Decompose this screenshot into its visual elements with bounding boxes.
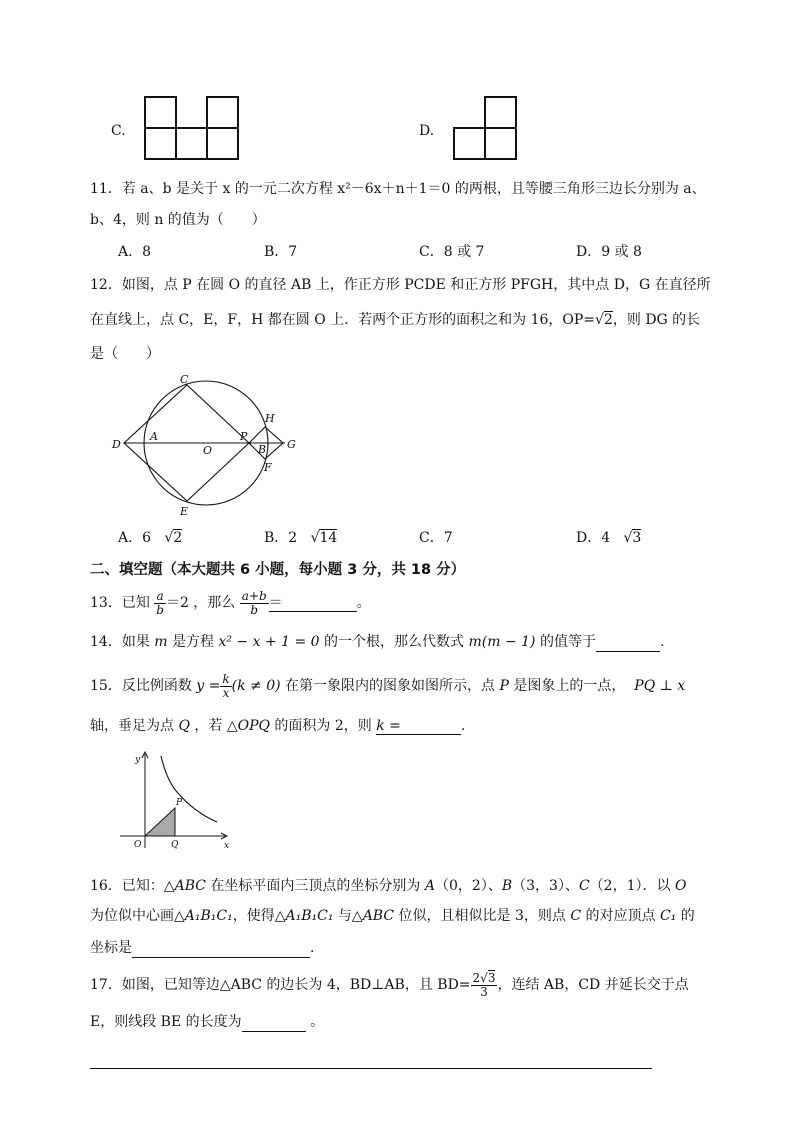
q12-line2 xyxy=(90,310,700,330)
q16-a: A xyxy=(424,878,435,894)
option-c-figure xyxy=(144,96,240,162)
q17-line1b: ，连结 AB，CD 并延长交于点 xyxy=(497,977,689,993)
q14-end: 的值等于 xyxy=(535,634,596,650)
frac-num: a xyxy=(154,590,166,604)
label-b: B xyxy=(258,443,267,456)
q11-option-d: D．9 或 8 xyxy=(576,244,642,260)
graph-label-p: P xyxy=(176,798,183,808)
q15-mid2: 是图象上的一点， xyxy=(508,678,626,694)
label-p: P xyxy=(240,430,248,443)
q13 xyxy=(90,588,371,618)
q12-option-d-radicand: 3 xyxy=(632,530,642,546)
q16-c-2: C xyxy=(570,908,582,924)
q16-line2c: 与△ xyxy=(333,908,363,924)
q15-y: y = xyxy=(196,678,221,694)
q14-m: m xyxy=(154,634,168,650)
section-heading: 二、填空题（本大题共 6 小题，每小题 3 分，共 18 分） xyxy=(90,562,466,578)
q13-fraction-a-b xyxy=(154,590,166,617)
q13-end: 。 xyxy=(356,595,371,611)
q15-line2a: 轴，垂足为点 xyxy=(90,718,179,734)
q16-cb: （3，3）、 xyxy=(512,878,579,894)
label-a: A xyxy=(150,430,158,443)
frac-num-radicand: 3 xyxy=(487,970,496,985)
sqrt-sign: √ xyxy=(310,530,320,546)
q11-option-c: C．8 或 7 xyxy=(419,244,485,260)
q14-expression: m(m − 1) xyxy=(468,634,536,650)
sqrt-sign: √ xyxy=(480,970,488,985)
q15-line1 xyxy=(90,670,685,702)
q16-line2f: 的 xyxy=(676,908,695,924)
q12-line2-text-b: ，则 DG 的长 xyxy=(612,312,701,328)
label-c: C xyxy=(180,373,189,386)
footer-rule xyxy=(90,1068,652,1069)
q16-line2e: 的对应顶点 xyxy=(581,908,660,924)
q11-line1: 11．若 a、b 是关于 x 的一元二次方程 x²－6x＋n＋1＝0 的两根，且等腰三角形三边长分别为 a、 xyxy=(90,181,706,197)
q15-q: Q xyxy=(178,718,190,734)
frac-num: a+b xyxy=(241,588,267,603)
q16-answer-blank[interactable] xyxy=(132,942,310,958)
q14-mid: 是方程 xyxy=(167,634,219,650)
q16-a1b1c1-b: A₁B₁C₁ xyxy=(285,908,334,924)
q15-period: . xyxy=(460,718,466,734)
q16-cc: （2，1）．以 xyxy=(589,878,675,894)
q17-line1 xyxy=(90,968,689,1002)
q16-a1b1c1: A₁B₁C₁ xyxy=(184,908,233,924)
q13-prefix: 13．已知 xyxy=(90,595,155,611)
q16-c1: C₁ xyxy=(659,908,677,924)
q16-o: O xyxy=(674,878,687,894)
hyperbola-curve xyxy=(161,756,217,822)
q14-mid2: 的一个根，那么代数式 xyxy=(319,634,469,650)
graph-label-o: O xyxy=(134,840,142,850)
q17-fraction xyxy=(471,972,498,999)
sqrt-sign: √ xyxy=(623,530,633,546)
q16-period: . xyxy=(310,940,315,956)
q15-line2c: 的面积为 2，则 xyxy=(269,718,377,734)
q14-period: . xyxy=(659,634,665,650)
triangle-opq xyxy=(145,808,175,836)
q12-option-a xyxy=(118,528,182,548)
q12-op-radicand: 2 xyxy=(603,312,613,328)
q13-fraction-ab-b xyxy=(240,590,269,617)
q17-line1a: 17．如图，已知等边△ABC 的边长为 4，BD⊥AB，且 BD= xyxy=(90,977,471,993)
q12-option-c xyxy=(419,528,453,548)
q15-condition: (k ≠ 0) xyxy=(231,678,281,694)
q15-fraction-k-x xyxy=(220,673,231,700)
frac-num-coef: 2 xyxy=(472,970,481,985)
q17-end: 。 xyxy=(310,1014,325,1030)
label-d: D xyxy=(112,438,121,451)
q12-option-b-radicand: 14 xyxy=(319,530,338,546)
q16-line2b: ，使得△ xyxy=(232,908,286,924)
q12-option-b xyxy=(264,528,337,548)
label-o: O xyxy=(203,444,213,457)
q15-line2 xyxy=(90,716,465,736)
q12-option-a-radicand: 2 xyxy=(173,530,183,546)
frac-den: b xyxy=(156,602,164,617)
q12-option-d-prefix: D．4 xyxy=(576,530,611,546)
option-d-figure xyxy=(453,96,519,162)
frac-den: b xyxy=(250,602,259,617)
q14 xyxy=(90,632,664,652)
q12-option-b-prefix: B．2 xyxy=(264,530,298,546)
frac-num: k xyxy=(222,671,230,686)
q16-b: B xyxy=(501,878,513,894)
label-h: H xyxy=(265,412,275,425)
q15-prefix: 15．反比例函数 xyxy=(90,678,197,694)
q16-line1 xyxy=(90,876,686,896)
frac-den: x xyxy=(222,685,230,700)
q15-line2b: ，若 △ xyxy=(189,718,238,734)
q12-line1: 12．如图，点 P 在圆 O 的直径 AB 上，作正方形 PCDE 和正方形 PFGH，其中点 D，G 在直径所 xyxy=(90,277,711,293)
option-c-label: C. xyxy=(111,123,126,139)
q14-equation: x² − x + 1 = 0 xyxy=(218,634,320,650)
q16-line3 xyxy=(90,938,314,958)
q12-line3: 是（ ） xyxy=(90,346,160,362)
q13-eq2: ＝ xyxy=(268,594,283,611)
label-f: F xyxy=(264,461,272,474)
q16-line1b: 在坐标平面内三顶点的坐标分别为 xyxy=(205,878,425,894)
q16-line3-text: 坐标是 xyxy=(90,940,132,956)
q16-line1a: 16．已知：△ xyxy=(90,878,175,894)
q15-opq: OPQ xyxy=(237,718,270,734)
q16-abc-2: ABC xyxy=(362,908,395,924)
q16-ca: （0，2）、 xyxy=(435,878,502,894)
q12-line2-text-a: 在直线上，点 C，E，F，H 都在圆 O 上．若两个正方形的面积之和为 16，OP= xyxy=(90,312,596,328)
q12-option-d xyxy=(576,528,641,548)
q15-mid: 在第一象限内的图象如图所示，点 xyxy=(280,678,500,694)
q17-answer-blank[interactable] xyxy=(242,1016,306,1032)
label-g: G xyxy=(287,438,296,451)
q15-k: k = xyxy=(376,718,401,734)
graph-label-y: y xyxy=(135,755,141,765)
q16-line2 xyxy=(90,906,695,926)
q17-line2 xyxy=(90,1012,324,1032)
q15-graph xyxy=(115,748,240,853)
q15-perp: PQ ⊥ x xyxy=(634,678,686,694)
q16-abc: ABC xyxy=(174,878,206,894)
q11-option-a: A．8 xyxy=(118,244,152,260)
q13-answer-blank[interactable] xyxy=(269,595,357,612)
q12-option-a-prefix: A．6 xyxy=(118,530,152,546)
q11-line2: b、4，则 n 的值为（ ） xyxy=(90,212,266,228)
q16-line2d: 位似，且相似比是 3，则点 xyxy=(394,908,571,924)
q13-eq: ＝2 ，那么 xyxy=(165,595,240,611)
option-d-label: D. xyxy=(419,123,435,139)
q16-line2a: 为位似中心画△ xyxy=(90,908,185,924)
q12-option-c-prefix: C．7 xyxy=(419,530,453,546)
graph-label-x: x xyxy=(224,841,230,851)
frac-den: 3 xyxy=(480,984,488,999)
q11-option-b: B．7 xyxy=(264,244,298,260)
frac-num xyxy=(471,972,498,986)
q14-answer-blank[interactable] xyxy=(596,636,660,652)
q15-p: P xyxy=(499,678,509,694)
q17-line2-text: E，则线段 BE 的长度为 xyxy=(90,1014,242,1030)
q12-circle-diagram xyxy=(110,370,310,520)
sqrt-sign: √ xyxy=(595,312,604,328)
label-e: E xyxy=(180,505,189,518)
q16-c: C xyxy=(578,878,590,894)
q14-prefix: 14．如果 xyxy=(90,634,155,650)
graph-label-q: Q xyxy=(171,840,179,850)
sqrt-sign: √ xyxy=(164,530,174,546)
q15-answer-blank[interactable] xyxy=(376,718,461,735)
